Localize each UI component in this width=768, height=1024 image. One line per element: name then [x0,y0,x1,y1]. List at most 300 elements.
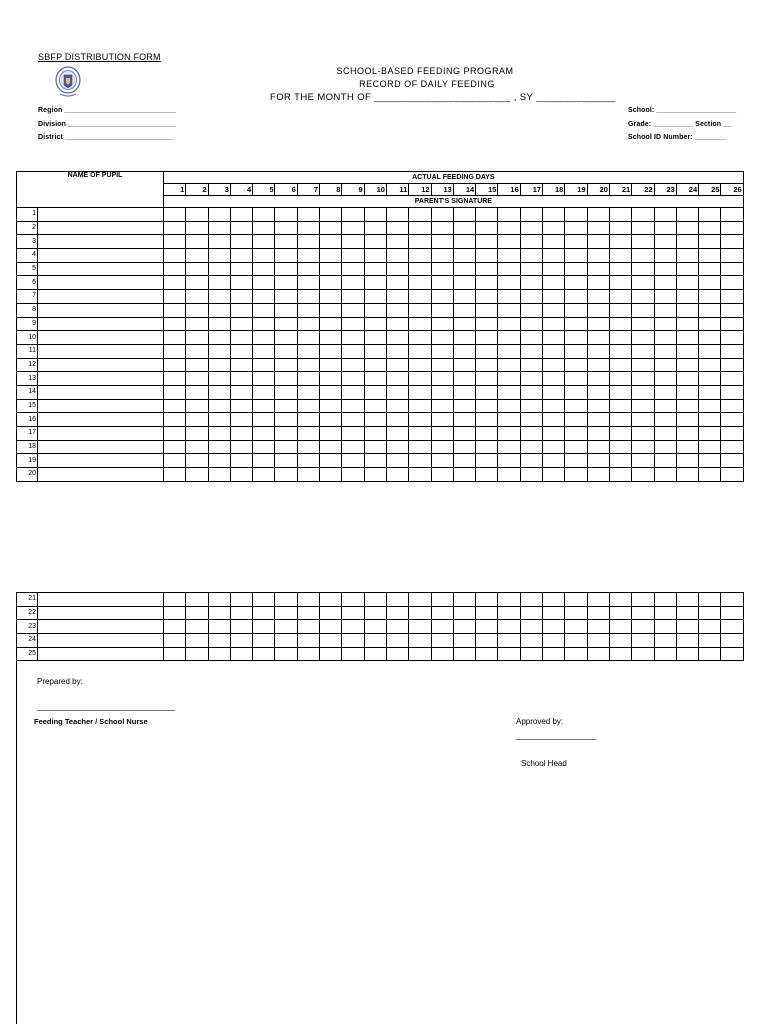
signature-cell[interactable] [409,344,431,358]
signature-cell[interactable] [186,235,208,249]
signature-cell[interactable] [164,344,186,358]
signature-cell[interactable] [409,303,431,317]
signature-cell[interactable] [609,372,631,386]
signature-cell[interactable] [699,303,721,317]
signature-cell[interactable] [587,593,609,607]
signature-cell[interactable] [721,620,743,634]
signature-cell[interactable] [654,276,676,290]
signature-cell[interactable] [498,344,520,358]
signature-cell[interactable] [699,399,721,413]
signature-cell[interactable] [386,634,408,648]
signature-cell[interactable] [498,249,520,263]
signature-cell[interactable] [632,290,654,304]
signature-cell[interactable] [632,303,654,317]
signature-cell[interactable] [609,235,631,249]
pupil-name-cell[interactable] [38,221,164,235]
signature-cell[interactable] [409,440,431,454]
signature-cell[interactable] [364,358,386,372]
signature-cell[interactable] [453,358,475,372]
signature-cell[interactable] [543,262,565,276]
signature-cell[interactable] [253,440,275,454]
signature-cell[interactable] [342,606,364,620]
signature-cell[interactable] [476,427,498,441]
signature-cell[interactable] [431,290,453,304]
signature-cell[interactable] [297,276,319,290]
signature-cell[interactable] [409,427,431,441]
signature-cell[interactable] [253,385,275,399]
signature-cell[interactable] [297,440,319,454]
pupil-name-cell[interactable] [38,427,164,441]
signature-cell[interactable] [230,606,252,620]
signature-cell[interactable] [431,317,453,331]
signature-cell[interactable] [609,606,631,620]
signature-cell[interactable] [476,331,498,345]
signature-cell[interactable] [297,249,319,263]
signature-cell[interactable] [721,221,743,235]
signature-cell[interactable] [230,399,252,413]
signature-cell[interactable] [253,647,275,661]
signature-cell[interactable] [297,593,319,607]
division-field[interactable]: Division ___________________________ [38,121,176,128]
signature-cell[interactable] [587,647,609,661]
pupil-name-cell[interactable] [38,276,164,290]
signature-cell[interactable] [498,468,520,482]
signature-cell[interactable] [275,358,297,372]
signature-cell[interactable] [320,454,342,468]
signature-cell[interactable] [676,372,698,386]
signature-cell[interactable] [409,647,431,661]
signature-cell[interactable] [609,454,631,468]
signature-cell[interactable] [275,276,297,290]
signature-cell[interactable] [587,427,609,441]
signature-cell[interactable] [565,208,587,222]
signature-cell[interactable] [676,413,698,427]
signature-cell[interactable] [587,606,609,620]
signature-cell[interactable] [230,440,252,454]
signature-cell[interactable] [386,385,408,399]
signature-cell[interactable] [565,262,587,276]
signature-cell[interactable] [431,593,453,607]
signature-cell[interactable] [520,221,542,235]
signature-cell[interactable] [409,593,431,607]
signature-cell[interactable] [364,331,386,345]
signature-cell[interactable] [320,634,342,648]
signature-cell[interactable] [230,221,252,235]
signature-cell[interactable] [253,620,275,634]
signature-cell[interactable] [431,620,453,634]
signature-cell[interactable] [386,303,408,317]
signature-cell[interactable] [476,593,498,607]
signature-cell[interactable] [654,303,676,317]
signature-cell[interactable] [676,454,698,468]
signature-cell[interactable] [431,606,453,620]
signature-cell[interactable] [587,331,609,345]
signature-cell[interactable] [476,634,498,648]
signature-cell[interactable] [186,634,208,648]
pupil-name-cell[interactable] [38,647,164,661]
signature-cell[interactable] [453,249,475,263]
signature-cell[interactable] [676,221,698,235]
signature-cell[interactable] [364,440,386,454]
signature-cell[interactable] [208,440,230,454]
signature-cell[interactable] [609,399,631,413]
signature-cell[interactable] [543,620,565,634]
signature-cell[interactable] [297,399,319,413]
signature-cell[interactable] [632,262,654,276]
signature-cell[interactable] [342,358,364,372]
signature-cell[interactable] [654,262,676,276]
pupil-name-cell[interactable] [38,372,164,386]
signature-cell[interactable] [609,344,631,358]
signature-cell[interactable] [676,358,698,372]
signature-cell[interactable] [186,317,208,331]
signature-cell[interactable] [386,344,408,358]
signature-cell[interactable] [386,221,408,235]
signature-cell[interactable] [587,208,609,222]
signature-cell[interactable] [498,385,520,399]
signature-cell[interactable] [186,249,208,263]
signature-cell[interactable] [453,634,475,648]
signature-cell[interactable] [520,317,542,331]
signature-cell[interactable] [409,413,431,427]
signature-cell[interactable] [431,358,453,372]
signature-cell[interactable] [476,399,498,413]
signature-cell[interactable] [476,276,498,290]
signature-cell[interactable] [587,276,609,290]
signature-cell[interactable] [297,208,319,222]
signature-cell[interactable] [409,620,431,634]
signature-cell[interactable] [498,372,520,386]
signature-cell[interactable] [409,208,431,222]
signature-cell[interactable] [632,358,654,372]
signature-cell[interactable] [565,235,587,249]
signature-cell[interactable] [721,385,743,399]
signature-cell[interactable] [386,620,408,634]
signature-cell[interactable] [654,249,676,263]
signature-cell[interactable] [230,303,252,317]
signature-cell[interactable] [453,317,475,331]
signature-cell[interactable] [230,454,252,468]
signature-cell[interactable] [297,358,319,372]
prepared-signature-line[interactable]: _______________________________ [37,702,175,711]
signature-cell[interactable] [275,427,297,441]
signature-cell[interactable] [654,427,676,441]
signature-cell[interactable] [609,262,631,276]
signature-cell[interactable] [364,344,386,358]
signature-cell[interactable] [208,358,230,372]
signature-cell[interactable] [565,331,587,345]
signature-cell[interactable] [431,303,453,317]
signature-cell[interactable] [297,235,319,249]
signature-cell[interactable] [587,303,609,317]
signature-cell[interactable] [297,620,319,634]
signature-cell[interactable] [275,221,297,235]
signature-cell[interactable] [699,634,721,648]
signature-cell[interactable] [721,427,743,441]
signature-cell[interactable] [253,358,275,372]
signature-cell[interactable] [453,290,475,304]
signature-cell[interactable] [476,372,498,386]
signature-cell[interactable] [520,344,542,358]
signature-cell[interactable] [230,208,252,222]
signature-cell[interactable] [230,317,252,331]
signature-cell[interactable] [520,303,542,317]
signature-cell[interactable] [275,372,297,386]
signature-cell[interactable] [632,454,654,468]
signature-cell[interactable] [164,468,186,482]
signature-cell[interactable] [386,276,408,290]
signature-cell[interactable] [186,440,208,454]
signature-cell[interactable] [230,413,252,427]
grade-section-field[interactable]: Grade: __________ Section __ [628,121,732,128]
signature-cell[interactable] [409,262,431,276]
signature-cell[interactable] [342,262,364,276]
signature-cell[interactable] [453,221,475,235]
signature-cell[interactable] [520,606,542,620]
signature-cell[interactable] [364,385,386,399]
signature-cell[interactable] [453,620,475,634]
signature-cell[interactable] [498,454,520,468]
signature-cell[interactable] [431,331,453,345]
signature-cell[interactable] [654,593,676,607]
signature-cell[interactable] [543,317,565,331]
signature-cell[interactable] [587,620,609,634]
signature-cell[interactable] [520,593,542,607]
signature-cell[interactable] [208,606,230,620]
signature-cell[interactable] [654,358,676,372]
signature-cell[interactable] [565,647,587,661]
signature-cell[interactable] [409,317,431,331]
signature-cell[interactable] [498,593,520,607]
signature-cell[interactable] [453,647,475,661]
signature-cell[interactable] [364,290,386,304]
signature-cell[interactable] [453,440,475,454]
signature-cell[interactable] [676,647,698,661]
signature-cell[interactable] [275,385,297,399]
signature-cell[interactable] [699,606,721,620]
signature-cell[interactable] [543,606,565,620]
signature-cell[interactable] [164,262,186,276]
signature-cell[interactable] [320,303,342,317]
signature-cell[interactable] [520,634,542,648]
signature-cell[interactable] [342,454,364,468]
signature-cell[interactable] [654,235,676,249]
signature-cell[interactable] [364,399,386,413]
pupil-name-cell[interactable] [38,399,164,413]
signature-cell[interactable] [543,290,565,304]
pupil-name-cell[interactable] [38,634,164,648]
signature-cell[interactable] [297,454,319,468]
signature-cell[interactable] [230,331,252,345]
signature-cell[interactable] [253,276,275,290]
signature-cell[interactable] [320,235,342,249]
signature-cell[interactable] [721,593,743,607]
signature-cell[interactable] [476,647,498,661]
signature-cell[interactable] [230,634,252,648]
signature-cell[interactable] [676,317,698,331]
signature-cell[interactable] [632,249,654,263]
signature-cell[interactable] [164,358,186,372]
signature-cell[interactable] [453,468,475,482]
signature-cell[interactable] [164,276,186,290]
signature-cell[interactable] [364,647,386,661]
region-field[interactable]: Region ____________________________ [38,107,177,114]
signature-cell[interactable] [721,262,743,276]
signature-cell[interactable] [253,303,275,317]
signature-cell[interactable] [253,413,275,427]
signature-cell[interactable] [386,249,408,263]
signature-cell[interactable] [342,276,364,290]
signature-cell[interactable] [409,634,431,648]
signature-cell[interactable] [208,634,230,648]
signature-cell[interactable] [565,399,587,413]
signature-cell[interactable] [320,249,342,263]
signature-cell[interactable] [320,276,342,290]
signature-cell[interactable] [208,647,230,661]
signature-cell[interactable] [386,372,408,386]
signature-cell[interactable] [587,249,609,263]
signature-cell[interactable] [164,249,186,263]
signature-cell[interactable] [431,399,453,413]
signature-cell[interactable] [453,399,475,413]
signature-cell[interactable] [164,385,186,399]
signature-cell[interactable] [476,249,498,263]
signature-cell[interactable] [208,593,230,607]
district-field[interactable]: District ___________________________ [38,134,173,141]
signature-cell[interactable] [543,454,565,468]
signature-cell[interactable] [386,317,408,331]
signature-cell[interactable] [699,593,721,607]
signature-cell[interactable] [453,344,475,358]
signature-cell[interactable] [208,344,230,358]
signature-cell[interactable] [476,468,498,482]
signature-cell[interactable] [676,399,698,413]
signature-cell[interactable] [364,221,386,235]
pupil-name-cell[interactable] [38,468,164,482]
signature-cell[interactable] [498,262,520,276]
school-id-field[interactable]: School ID Number: ________ [628,134,727,141]
signature-cell[interactable] [164,427,186,441]
signature-cell[interactable] [342,221,364,235]
signature-cell[interactable] [654,647,676,661]
signature-cell[interactable] [609,647,631,661]
signature-cell[interactable] [676,606,698,620]
signature-cell[interactable] [431,468,453,482]
signature-cell[interactable] [453,454,475,468]
signature-cell[interactable] [498,620,520,634]
signature-cell[interactable] [699,372,721,386]
signature-cell[interactable] [253,208,275,222]
signature-cell[interactable] [676,249,698,263]
signature-cell[interactable] [453,593,475,607]
signature-cell[interactable] [409,276,431,290]
signature-cell[interactable] [297,634,319,648]
signature-cell[interactable] [676,468,698,482]
signature-cell[interactable] [676,331,698,345]
signature-cell[interactable] [632,235,654,249]
signature-cell[interactable] [565,276,587,290]
signature-cell[interactable] [498,331,520,345]
signature-cell[interactable] [342,427,364,441]
signature-cell[interactable] [520,331,542,345]
signature-cell[interactable] [342,235,364,249]
signature-cell[interactable] [320,593,342,607]
signature-cell[interactable] [476,235,498,249]
signature-cell[interactable] [386,331,408,345]
signature-cell[interactable] [498,399,520,413]
signature-cell[interactable] [409,372,431,386]
signature-cell[interactable] [699,344,721,358]
signature-cell[interactable] [632,647,654,661]
signature-cell[interactable] [364,413,386,427]
signature-cell[interactable] [498,634,520,648]
signature-cell[interactable] [342,440,364,454]
signature-cell[interactable] [431,647,453,661]
signature-cell[interactable] [253,606,275,620]
signature-cell[interactable] [609,208,631,222]
signature-cell[interactable] [699,331,721,345]
signature-cell[interactable] [297,344,319,358]
signature-cell[interactable] [543,276,565,290]
signature-cell[interactable] [654,344,676,358]
signature-cell[interactable] [587,399,609,413]
signature-cell[interactable] [253,427,275,441]
signature-cell[interactable] [498,427,520,441]
pupil-name-cell[interactable] [38,358,164,372]
signature-cell[interactable] [230,262,252,276]
signature-cell[interactable] [676,290,698,304]
signature-cell[interactable] [565,385,587,399]
signature-cell[interactable] [565,620,587,634]
signature-cell[interactable] [721,399,743,413]
signature-cell[interactable] [520,262,542,276]
signature-cell[interactable] [342,413,364,427]
signature-cell[interactable] [431,454,453,468]
signature-cell[interactable] [386,290,408,304]
approved-signature-line[interactable]: __________________ [516,731,597,740]
signature-cell[interactable] [632,440,654,454]
signature-cell[interactable] [320,317,342,331]
signature-cell[interactable] [164,620,186,634]
signature-cell[interactable] [721,372,743,386]
signature-cell[interactable] [386,235,408,249]
signature-cell[interactable] [431,440,453,454]
signature-cell[interactable] [297,427,319,441]
signature-cell[interactable] [565,468,587,482]
signature-cell[interactable] [676,593,698,607]
signature-cell[interactable] [721,358,743,372]
signature-cell[interactable] [409,331,431,345]
signature-cell[interactable] [364,372,386,386]
signature-cell[interactable] [230,290,252,304]
signature-cell[interactable] [476,358,498,372]
signature-cell[interactable] [342,208,364,222]
signature-cell[interactable] [364,454,386,468]
pupil-name-cell[interactable] [38,249,164,263]
signature-cell[interactable] [253,249,275,263]
signature-cell[interactable] [520,249,542,263]
signature-cell[interactable] [320,647,342,661]
signature-cell[interactable] [699,647,721,661]
signature-cell[interactable] [275,413,297,427]
signature-cell[interactable] [186,331,208,345]
signature-cell[interactable] [186,358,208,372]
signature-cell[interactable] [632,606,654,620]
signature-cell[interactable] [721,440,743,454]
signature-cell[interactable] [164,317,186,331]
signature-cell[interactable] [186,413,208,427]
signature-cell[interactable] [721,290,743,304]
